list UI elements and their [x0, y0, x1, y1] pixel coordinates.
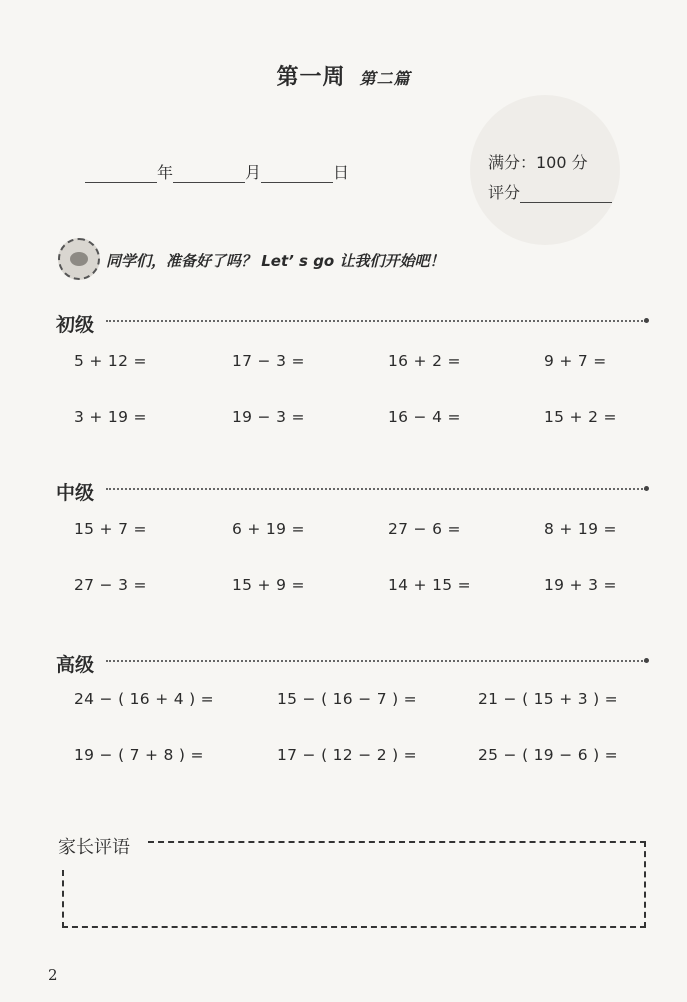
- problem: 5 + 12 =: [74, 352, 147, 370]
- problem: 17 − ( 12 − 2 ) =: [277, 746, 417, 764]
- problem: 15 + 9 =: [232, 576, 305, 594]
- problem: 21 − ( 15 + 3 ) =: [478, 690, 618, 708]
- problem: 24 − ( 16 + 4 ) =: [74, 690, 214, 708]
- week-title: 第一周: [276, 65, 346, 90]
- section-divider: [106, 488, 646, 490]
- section-divider: [106, 320, 646, 322]
- parent-comment-box[interactable]: [62, 841, 646, 928]
- section-advanced-title: 高级: [56, 654, 95, 676]
- problem: 15 − ( 16 − 7 ) =: [277, 690, 417, 708]
- page-title: [0, 60, 687, 91]
- section-beginner-title: 初级: [56, 314, 95, 336]
- score-field: [488, 180, 612, 203]
- section-intermediate-title: 中级: [56, 482, 95, 504]
- problem: 25 − ( 19 − 6 ) =: [478, 746, 618, 764]
- lesson-subtitle: 第二篇: [359, 69, 411, 88]
- month-blank[interactable]: [173, 164, 245, 183]
- year-label: 年: [157, 163, 174, 182]
- score-label: 评分: [488, 183, 521, 202]
- problem: 19 − ( 7 + 8 ) =: [74, 746, 204, 764]
- problem: 6 + 19 =: [232, 520, 305, 538]
- problem: 16 + 2 =: [388, 352, 461, 370]
- problem: 15 + 2 =: [544, 408, 617, 426]
- month-label: 月: [245, 163, 262, 182]
- problem: 3 + 19 =: [74, 408, 147, 426]
- score-blank[interactable]: [520, 186, 612, 203]
- parent-comment-label: 家长评语: [58, 837, 130, 858]
- problem: 27 − 3 =: [74, 576, 147, 594]
- problem: 14 + 15 =: [388, 576, 471, 594]
- problem: 17 − 3 =: [232, 352, 305, 370]
- greeting-text: 同学们，准备好了吗？ Let’ s go 让我们开始吧！: [106, 252, 445, 270]
- date-fields: [85, 160, 349, 183]
- problem: 27 − 6 =: [388, 520, 461, 538]
- problem: 16 − 4 =: [388, 408, 461, 426]
- day-label: 日: [333, 163, 350, 182]
- day-blank[interactable]: [261, 164, 333, 183]
- problem: 19 − 3 =: [232, 408, 305, 426]
- page-number: 2: [48, 966, 58, 984]
- problem: 8 + 19 =: [544, 520, 617, 538]
- mascot-icon: [58, 238, 100, 280]
- year-blank[interactable]: [85, 164, 157, 183]
- problem: 19 + 3 =: [544, 576, 617, 594]
- problem: 15 + 7 =: [74, 520, 147, 538]
- section-divider: [106, 660, 646, 662]
- problem: 9 + 7 =: [544, 352, 607, 370]
- full-score: 满分：100 分: [488, 153, 588, 172]
